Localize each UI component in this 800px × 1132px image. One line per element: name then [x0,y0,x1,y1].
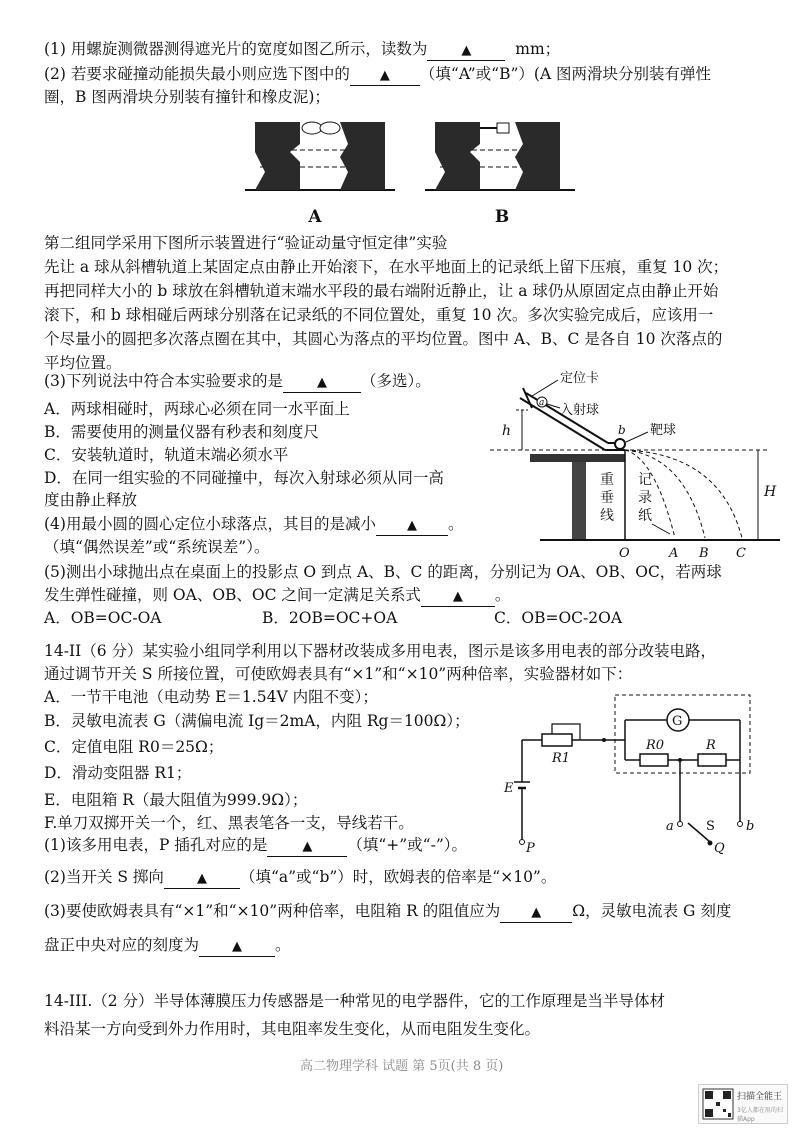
equipment-e: E．电阻箱 R（最大阻值为999.9Ω）； [44,791,308,809]
section-14-ii-head: 14-II（6 分）某实验小组同学利用以下器材改装成多用电表，图示是该多用电表的部分改装电路， [44,642,716,660]
resistor-r0-icon [640,754,668,766]
equipment-c: C．定值电阻 R0＝25Ω； [44,738,224,756]
svg-text:A: A [669,546,679,561]
svg-text:垂: 垂 [600,490,614,506]
scanner-subtitle: 3亿人都在用的扫描App [737,1107,783,1123]
part2-paragraph: 平均位置。 [44,354,122,372]
question-1: (1) 用螺旋测微器测得遮光片的宽度如图乙所示，读数为 ▲ mm； [44,38,560,61]
option-d: D．在同一组实验的不同碰撞中，每次入射球必须从同一高 [44,469,444,487]
ball-b-icon [615,439,625,449]
figure-label-a: A [308,207,322,227]
rheostat-r1-icon [542,734,572,746]
option-a: A．两球相碰时，两球心必须在同一水平面上 [44,400,350,418]
svg-text:Q: Q [714,841,725,856]
positioning-card-icon [523,388,532,408]
figure-label-b: B [494,207,510,227]
part2-paragraph: 再把同样大小的 b 球放在斜槽轨道末端水平段的最右端附近静止，让 a 球仍从原固定点由静止开始 [44,282,719,300]
svg-text:S: S [706,819,715,834]
collision-apparatus-figure [480,368,790,561]
part3-question-3: (3)要使欧姆表具有“×1”和“×10”两种倍率，电阻箱 R 的阻值应为 ▲ Ω，灵敏电流表 G 刻度 [44,900,731,923]
qr-code-icon [703,1089,733,1119]
section-14-iii: 14-III.（2 分）半导体薄膜压力传感器是一种常见的电学器件，它的工作原理是当半导体材 [44,992,666,1010]
svg-text:a: a [666,819,674,834]
svg-text:G: G [672,714,683,729]
question-5-line2: 发生弹性碰撞，则 OA、OB、OC 之间一定满足关系式 ▲ 。 [44,584,510,607]
svg-text:重: 重 [600,472,614,488]
section-14-iii-cont: 料沿某一方向受到外力作用时，其电阻率发生变化，从而电阻发生变化。 [44,1020,541,1038]
svg-text:R1: R1 [552,751,571,766]
question-2-cont: 圈，B 图两滑块分别装有撞针和橡皮泥)； [44,88,330,106]
part2-intro: 第二组同学采用下图所示装置进行“验证动量守恒定律”实验 [44,234,448,252]
page-footer: 高二物理学科 试题 第 5页(共 8 页) [300,1059,504,1074]
answer-blank[interactable]: ▲ [500,904,572,923]
resistor-box-r-icon [698,754,726,766]
part3-question-1: (1)该多用电表，P 插孔对应的是 ▲ （填“+”或“-”）。 [44,834,467,857]
question-3: (3)下列说法中符合本实验要求的是 ▲ （多选）。 [44,370,431,393]
equipment-b: B．灵敏电流表 G（满偏电流 Ig＝2mA，内阻 Rg＝100Ω）； [44,712,470,730]
answer-blank[interactable]: ▲ [427,42,505,61]
answer-blank[interactable]: ▲ [164,870,240,889]
answer-blank[interactable]: ▲ [421,588,495,607]
equipment-a: A．一节干电池（电动势 E＝1.54V 内阻不变）； [44,688,378,706]
question-4-cont: （填“偶然误差”或“系统误差”）。 [44,538,270,556]
q5-option-a: A．OB=OC-OA [44,609,162,627]
option-d-cont: 度由静止释放 [44,491,138,509]
answer-blank[interactable]: ▲ [350,67,420,86]
q5-option-c: C．OB=OC-2OA [494,609,623,627]
question-4: (4)用最小圆的圆心定位小球落点，其目的是减小 ▲ 。 [44,513,463,536]
q5-option-b: B．2OB=OC+OA [262,609,398,627]
svg-text:录: 录 [638,490,652,506]
section-14-ii-head2: 通过调节开关 S 所接位置，可使欧姆表具有“×1”和“×10”两种倍率，实验器材如下： [44,665,633,683]
scanner-name: 扫描全能王 [737,1092,783,1102]
ohmmeter-circuit-figure [500,690,770,860]
glider-figure [240,112,580,230]
svg-text:E: E [504,781,514,796]
svg-text:a: a [539,398,545,408]
part3-question-3-cont: 盘正中央对应的刻度为 ▲ 。 [44,934,291,957]
answer-blank[interactable]: ▲ [376,517,448,536]
svg-text:B: B [699,546,709,561]
answer-blank[interactable]: ▲ [199,938,275,957]
answer-blank[interactable]: ▲ [267,838,347,857]
answer-blank[interactable]: ▲ [283,374,361,393]
svg-text:b: b [746,819,755,834]
svg-text:R: R [706,738,716,753]
option-b: B．需要使用的测量仪器有秒表和刻度尺 [44,423,319,441]
part3-question-2: (2)当开关 S 掷向 ▲ （填“a”或“b”）时，欧姆表的倍率是“×10”。 [44,866,556,889]
part2-paragraph: 先让 a 球从斜槽轨道上某固定点由静止开始滚下，在水平地面上的记录纸上留下压痕，重复 10 次； [44,258,729,276]
svg-text:定位卡: 定位卡 [560,371,600,386]
svg-text:C: C [736,546,746,561]
svg-text:h: h [502,423,512,439]
part2-paragraph: 个尽量小的圆把多次落点圈在其中，其圆心为落点的平均位置。图中 A、B、C 是各自 10 次落点的 [44,330,723,348]
svg-text:入射球: 入射球 [560,403,600,418]
part2-paragraph: 滚下，和 b 球相碰后两球分别落在记录纸的不同位置处，重复 10 次。多次实验完成后，应该用一 [44,306,714,324]
svg-text:O: O [619,546,630,561]
svg-text:线: 线 [600,508,614,524]
figure-b [425,122,575,227]
svg-text:H: H [764,484,777,500]
figure-a [245,122,395,227]
svg-text:P: P [526,841,535,856]
svg-text:靶球: 靶球 [650,423,677,438]
option-c: C．安装轨道时，轨道末端必须水平 [44,446,289,464]
svg-text:纸: 纸 [638,508,652,524]
svg-text:记: 记 [638,472,652,488]
question-5: (5)测出小球抛出点在桌面上的投影点 O 到点 A、B、C 的距离，分别记为 OA、OB、OC，若两球 [44,563,722,581]
equipment-d: D．滑动变阻器 R1； [44,764,192,782]
scanner-watermark [698,1084,788,1124]
svg-text:R0: R0 [646,738,665,753]
svg-text:b: b [618,423,626,437]
question-2: (2) 若要求碰撞动能损失最小则应选下图中的 ▲ （填“A”或“B”）(A 图两滑块分别装有弹性 [44,63,711,86]
equipment-f: F.单刀双掷开关一个，红、黑表笔各一支，导线若干。 [44,814,414,832]
